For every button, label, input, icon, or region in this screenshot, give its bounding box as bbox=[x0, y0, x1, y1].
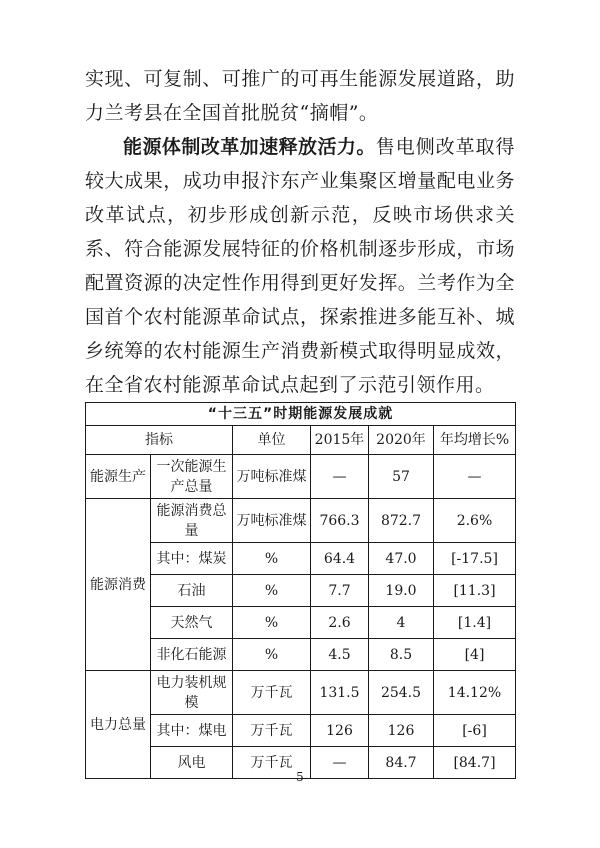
cell-2015: 2.6 bbox=[311, 607, 369, 639]
column-header-indicator: 指标 bbox=[86, 426, 233, 455]
cell-2020: 84.7 bbox=[369, 747, 434, 779]
cell-2015: 126 bbox=[311, 715, 369, 747]
cell-growth: [-6] bbox=[434, 715, 516, 747]
cell-unit: % bbox=[233, 607, 311, 639]
cell-indicator: 石油 bbox=[151, 575, 233, 607]
cell-2020: 126 bbox=[369, 715, 434, 747]
cell-unit: % bbox=[233, 575, 311, 607]
cell-indicator: 其中：煤电 bbox=[151, 715, 233, 747]
cell-2015: 131.5 bbox=[311, 671, 369, 715]
cell-indicator: 其中：煤炭 bbox=[151, 543, 233, 575]
cell-2015: 7.7 bbox=[311, 575, 369, 607]
cell-2020: 872.7 bbox=[369, 499, 434, 543]
paragraph-1-text: 实现、可复制、可推广的可再生能源发展道路，助力兰考县在全国首批脱贫“摘帽”。 bbox=[85, 68, 515, 124]
cell-2015: — bbox=[311, 747, 369, 779]
cell-2020: 8.5 bbox=[369, 639, 434, 671]
cell-unit: 万吨标准煤 bbox=[233, 499, 311, 543]
cell-unit: 万千瓦 bbox=[233, 747, 311, 779]
table-row bbox=[86, 639, 516, 671]
group-label-energy-production: 能源生产 bbox=[86, 455, 151, 499]
cell-growth: 2.6% bbox=[434, 499, 516, 543]
cell-indicator: 非化石能源 bbox=[151, 639, 233, 671]
cell-2015: 766.3 bbox=[311, 499, 369, 543]
cell-2015: 4.5 bbox=[311, 639, 369, 671]
table-header-row bbox=[86, 426, 516, 455]
table-title-row bbox=[86, 403, 516, 426]
body-paragraph-2 bbox=[85, 130, 515, 402]
group-label-energy-consumption: 能源消费 bbox=[86, 499, 151, 671]
table-title: “十三五”时期能源发展成就 bbox=[86, 403, 516, 426]
column-header-2020: 2020年 bbox=[369, 426, 434, 455]
cell-2020: 4 bbox=[369, 607, 434, 639]
cell-unit: 万吨标准煤 bbox=[233, 455, 311, 499]
page-number: 5 bbox=[296, 770, 304, 784]
cell-indicator: 天然气 bbox=[151, 607, 233, 639]
page-content bbox=[85, 62, 515, 779]
cell-indicator: 一次能源生产总量 bbox=[151, 455, 233, 499]
table-row bbox=[86, 499, 516, 543]
paragraph-2-text: 售电侧改革取得较大成果，成功申报汴东产业集聚区增量配电业务改革试点，初步形成创新示范，反映市场供求关系、符合能源发展特征的价格机制逐步形成，市场配置资源的决定性作用得到更好发挥。兰考作为全国首个农村能源革命试点，探索推进多能互补、城乡统筹的农村能源生产消费新模式取得明显成效，在全省农村能源革命试点起到了示范引领作用。 bbox=[85, 136, 515, 396]
cell-growth: [-17.5] bbox=[434, 543, 516, 575]
column-header-unit: 单位 bbox=[233, 426, 311, 455]
cell-indicator: 能源消费总量 bbox=[151, 499, 233, 543]
cell-2020: 19.0 bbox=[369, 575, 434, 607]
cell-growth: [1.4] bbox=[434, 607, 516, 639]
cell-2015: 64.4 bbox=[311, 543, 369, 575]
cell-unit: % bbox=[233, 543, 311, 575]
energy-achievements-table bbox=[85, 402, 516, 779]
cell-growth: [11.3] bbox=[434, 575, 516, 607]
group-label-power-total: 电力总量 bbox=[86, 671, 151, 779]
cell-growth: — bbox=[434, 455, 516, 499]
table-row bbox=[86, 543, 516, 575]
cell-unit: 万千瓦 bbox=[233, 715, 311, 747]
cell-unit: 万千瓦 bbox=[233, 671, 311, 715]
cell-2020: 57 bbox=[369, 455, 434, 499]
table-row bbox=[86, 575, 516, 607]
paragraph-2-bold-lead: 能源体制改革加速释放活力。 bbox=[123, 136, 376, 158]
cell-growth: [84.7] bbox=[434, 747, 516, 779]
body-paragraph-1 bbox=[85, 62, 515, 130]
cell-growth: [4] bbox=[434, 639, 516, 671]
cell-2020: 254.5 bbox=[369, 671, 434, 715]
cell-growth: 14.12% bbox=[434, 671, 516, 715]
table-row bbox=[86, 607, 516, 639]
column-header-growth: 年均增长% bbox=[434, 426, 516, 455]
cell-2020: 47.0 bbox=[369, 543, 434, 575]
cell-indicator: 电力装机规模 bbox=[151, 671, 233, 715]
column-header-2015: 2015年 bbox=[311, 426, 369, 455]
cell-2015: — bbox=[311, 455, 369, 499]
cell-unit: % bbox=[233, 639, 311, 671]
table-row bbox=[86, 715, 516, 747]
cell-indicator: 风电 bbox=[151, 747, 233, 779]
table-row bbox=[86, 455, 516, 499]
table-row bbox=[86, 671, 516, 715]
